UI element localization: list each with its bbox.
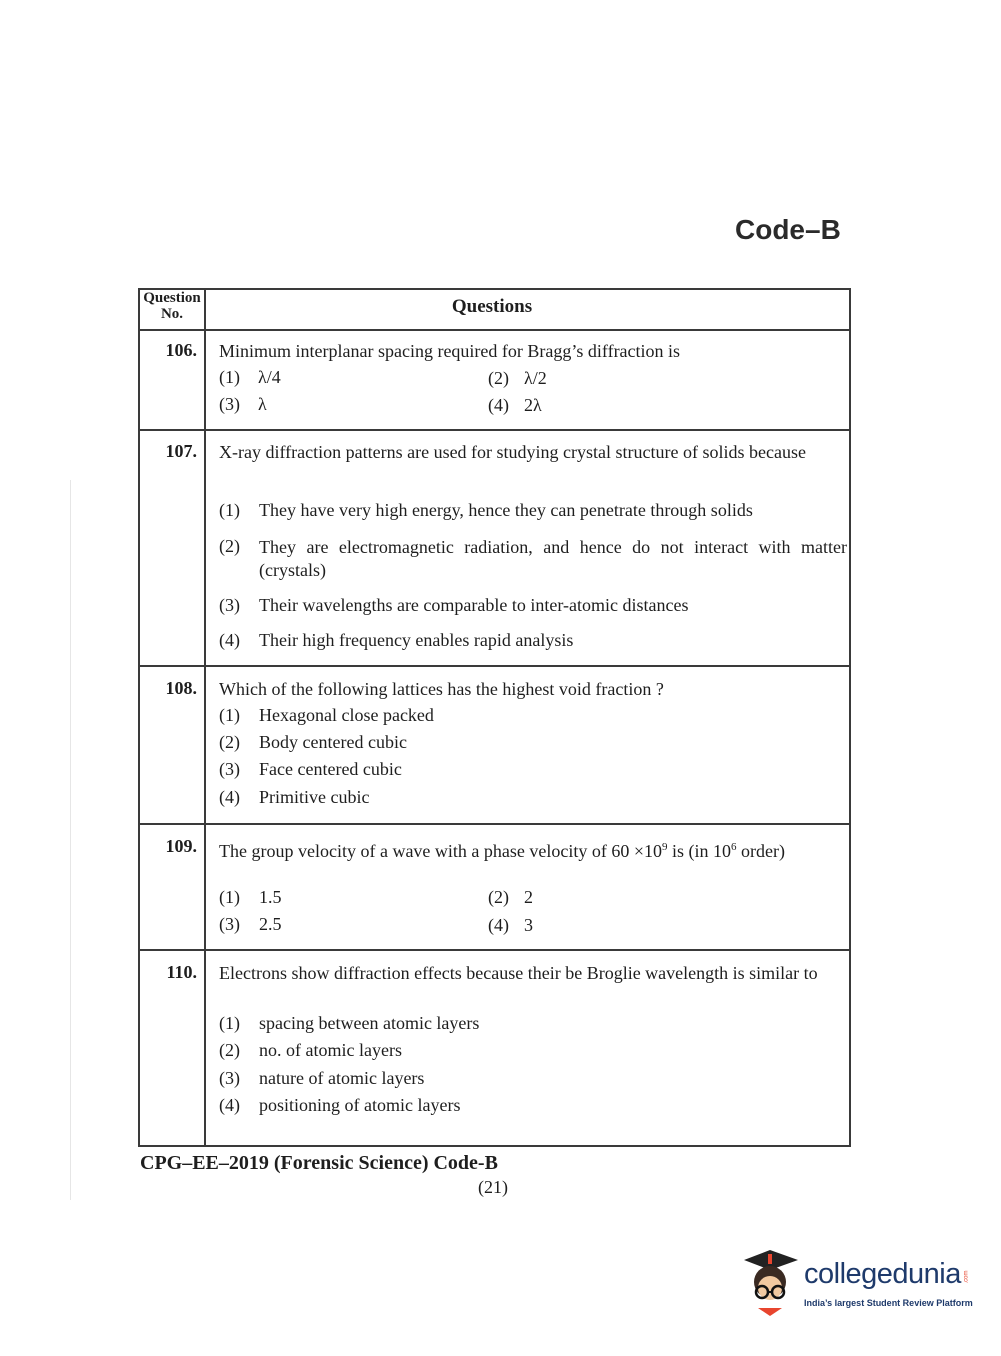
column-header-question-no (139, 290, 205, 322)
option-text: Body centered cubic (259, 732, 407, 752)
row-divider-107 (138, 665, 851, 667)
option-number: (3) (219, 759, 240, 779)
option-text: Primitive cubic (259, 787, 370, 807)
option-number: (2) (219, 1040, 240, 1060)
option-number: (3) (219, 1068, 240, 1088)
column-header-questions: Questions (451, 296, 533, 317)
option-text: positioning of atomic layers (259, 1095, 461, 1115)
brand-name: collegedunia (804, 1258, 961, 1290)
page-number: (21) (478, 1177, 508, 1197)
row-divider-109 (138, 949, 851, 951)
exponent-9: 9 (662, 841, 668, 853)
question-number-109: 109. (165, 836, 197, 856)
exam-footer: CPG–EE–2019 (Forensic Science) Code-B (140, 1152, 498, 1174)
option-text: 2 (524, 887, 533, 907)
option-number: (1) (219, 705, 240, 725)
option-text: spacing between atomic layers (259, 1013, 480, 1033)
option-text: λ (258, 394, 267, 414)
option-text: 3 (524, 915, 533, 935)
column-divider (204, 288, 206, 1147)
option-number: (4) (219, 787, 240, 807)
option-number: (2) (219, 732, 240, 752)
question-text-108: Which of the following lattices has the highest void fraction ? (219, 679, 664, 699)
option-text: no. of atomic layers (259, 1040, 402, 1060)
option-number: (1) (219, 367, 240, 387)
question-text-109-part3: order) (736, 841, 786, 861)
option-number: (1) (219, 500, 240, 520)
option-text: nature of atomic layers (259, 1068, 425, 1088)
option-number: (4) (488, 395, 509, 415)
question-number-107: 107. (165, 441, 197, 461)
brand-tagline: India’s largest Student Review Platform (804, 1298, 973, 1308)
option-text: 2.5 (259, 914, 282, 934)
option-number: (1) (219, 887, 240, 907)
option-text: λ/4 (258, 367, 281, 387)
header-row-divider (138, 329, 851, 331)
mascot-icon (740, 1246, 802, 1316)
option-number: (1) (219, 1013, 240, 1033)
option-text: Face centered cubic (259, 759, 402, 779)
option-text: Hexagonal close packed (259, 705, 434, 725)
option-text: 1.5 (259, 887, 282, 907)
question-text-107: X-ray diffraction patterns are used for studying crystal structure of solids because (219, 442, 806, 462)
question-text-109-part2: is (in 10 (667, 841, 732, 861)
question-text-109 (219, 836, 847, 863)
option-text: They have very high energy, hence they can penetrate through solids (259, 500, 753, 520)
code-title: Code–B (735, 214, 841, 245)
question-text-109-part1: The group velocity of a wave with a phase velocity of 60 ×10 (219, 841, 663, 861)
option-text: Their wavelengths are comparable to inter-atomic distances (259, 595, 689, 615)
option-text: λ/2 (524, 368, 547, 388)
option-number: (2) (488, 887, 509, 907)
row-divider-106 (138, 429, 851, 431)
option-number: (4) (219, 1095, 240, 1115)
question-number-110: 110. (166, 962, 197, 982)
option-text: Their high frequency enables rapid analysis (259, 630, 574, 650)
option-number: (3) (219, 914, 240, 934)
option-number: (2) (488, 368, 509, 388)
exponent-6: 6 (731, 841, 737, 853)
option-number: (3) (219, 394, 240, 414)
question-text-106: Minimum interplanar spacing required for Bragg’s diffraction is (219, 341, 681, 361)
option-number: (4) (488, 915, 509, 935)
collegedunia-watermark (740, 1246, 973, 1320)
row-divider-108 (138, 823, 851, 825)
question-number-106: 106. (165, 340, 197, 360)
scan-edge-mark (70, 480, 71, 1200)
option-number: (3) (219, 595, 240, 615)
option-number: (2) (219, 536, 240, 556)
option-number: (4) (219, 630, 240, 650)
question-number-108: 108. (165, 678, 197, 698)
option-text: 2λ (524, 395, 542, 415)
question-table (138, 288, 851, 1147)
column-header-question-no-line2: No. (160, 306, 184, 322)
brand-suffix: .com (963, 1270, 970, 1284)
question-text-110: Electrons show diffraction effects because their be Broglie wavelength is similar to (219, 963, 818, 983)
option-text: They are electromagnetic radiation, and hence do not interact with matter (crystals) (259, 537, 847, 580)
column-header-question-no-line1: Question (143, 290, 201, 306)
